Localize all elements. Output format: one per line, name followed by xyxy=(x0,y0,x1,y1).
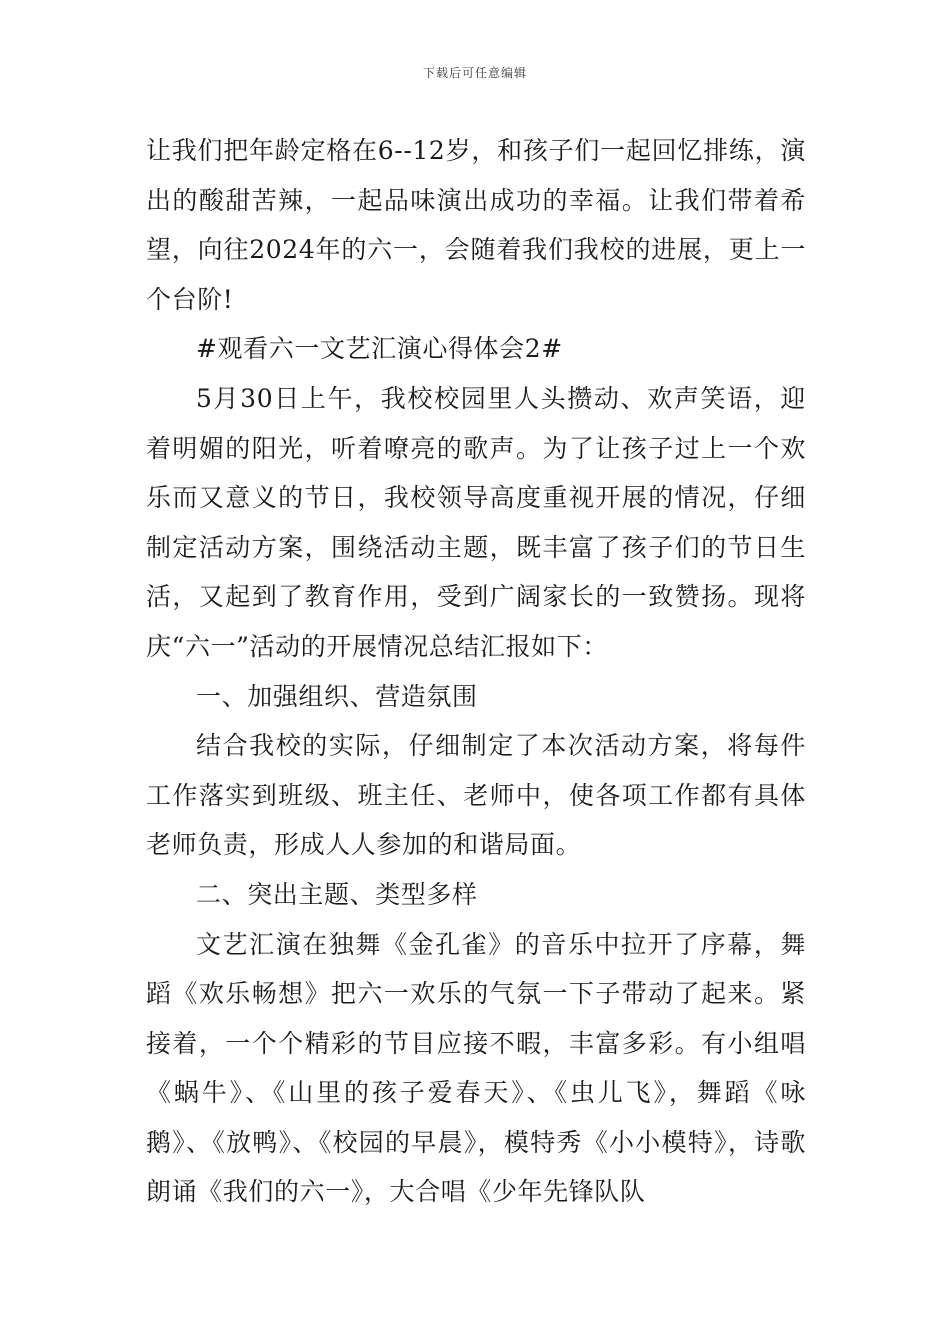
document-body xyxy=(146,126,806,1217)
paragraph-organization: 结合我校的实际，仔细制定了本次活动方案，将每件工作落实到班级、班主任、老师中，使各项工作都有具体老师负责，形成人人参加的和谐局面。 xyxy=(146,731,806,860)
section-heading-two: 二、突出主题、类型多样 xyxy=(196,879,478,909)
paragraph-performance: 文艺汇演在独舞《金孔雀》的音乐中拉开了序幕，舞蹈《欢乐畅想》把六一欢乐的气氛一下子带动了起来。紧接着，一个个精彩的节目应接不暇，丰富多彩。有小组唱《蜗牛》、《山里的孩子爱春天》、《虫儿飞》，舞蹈《咏鹅》、《放鸭》、《校园的早晨》，模特秀《小小模特》，诗歌朗诵《我们的六一》，大合唱《少年先锋队队 xyxy=(146,929,806,1207)
section-heading-one: 一、加强组织、营造氛围 xyxy=(196,681,478,711)
page-header-note: 下载后可任意编辑 xyxy=(422,66,527,80)
paragraph-closing: 让我们把年龄定格在6--12岁，和孩子们一起回忆排练，演出的酸甜苦辣，一起品味演出成功的幸福。让我们带着希望，向往2024年的六一，会随着我们我校的进展，更上一个台阶! xyxy=(146,136,806,314)
section-heading-title: #观看六一文艺汇演心得体会2# xyxy=(196,334,563,364)
paragraph-intro: 5月30日上午，我校校园里人头攒动、欢声笑语，迎着明媚的阳光，听着嘹亮的歌声。为了让孩子过上一个欢乐而又意义的节日，我校领导高度重视开展的情况，仔细制定活动方案，围绕活动主题，既丰富了孩子们的节日生活，又起到了教育作用，受到广阔家长的一致赞扬。现将庆“六一”活动的开展情况总结汇报如下： xyxy=(146,383,806,661)
